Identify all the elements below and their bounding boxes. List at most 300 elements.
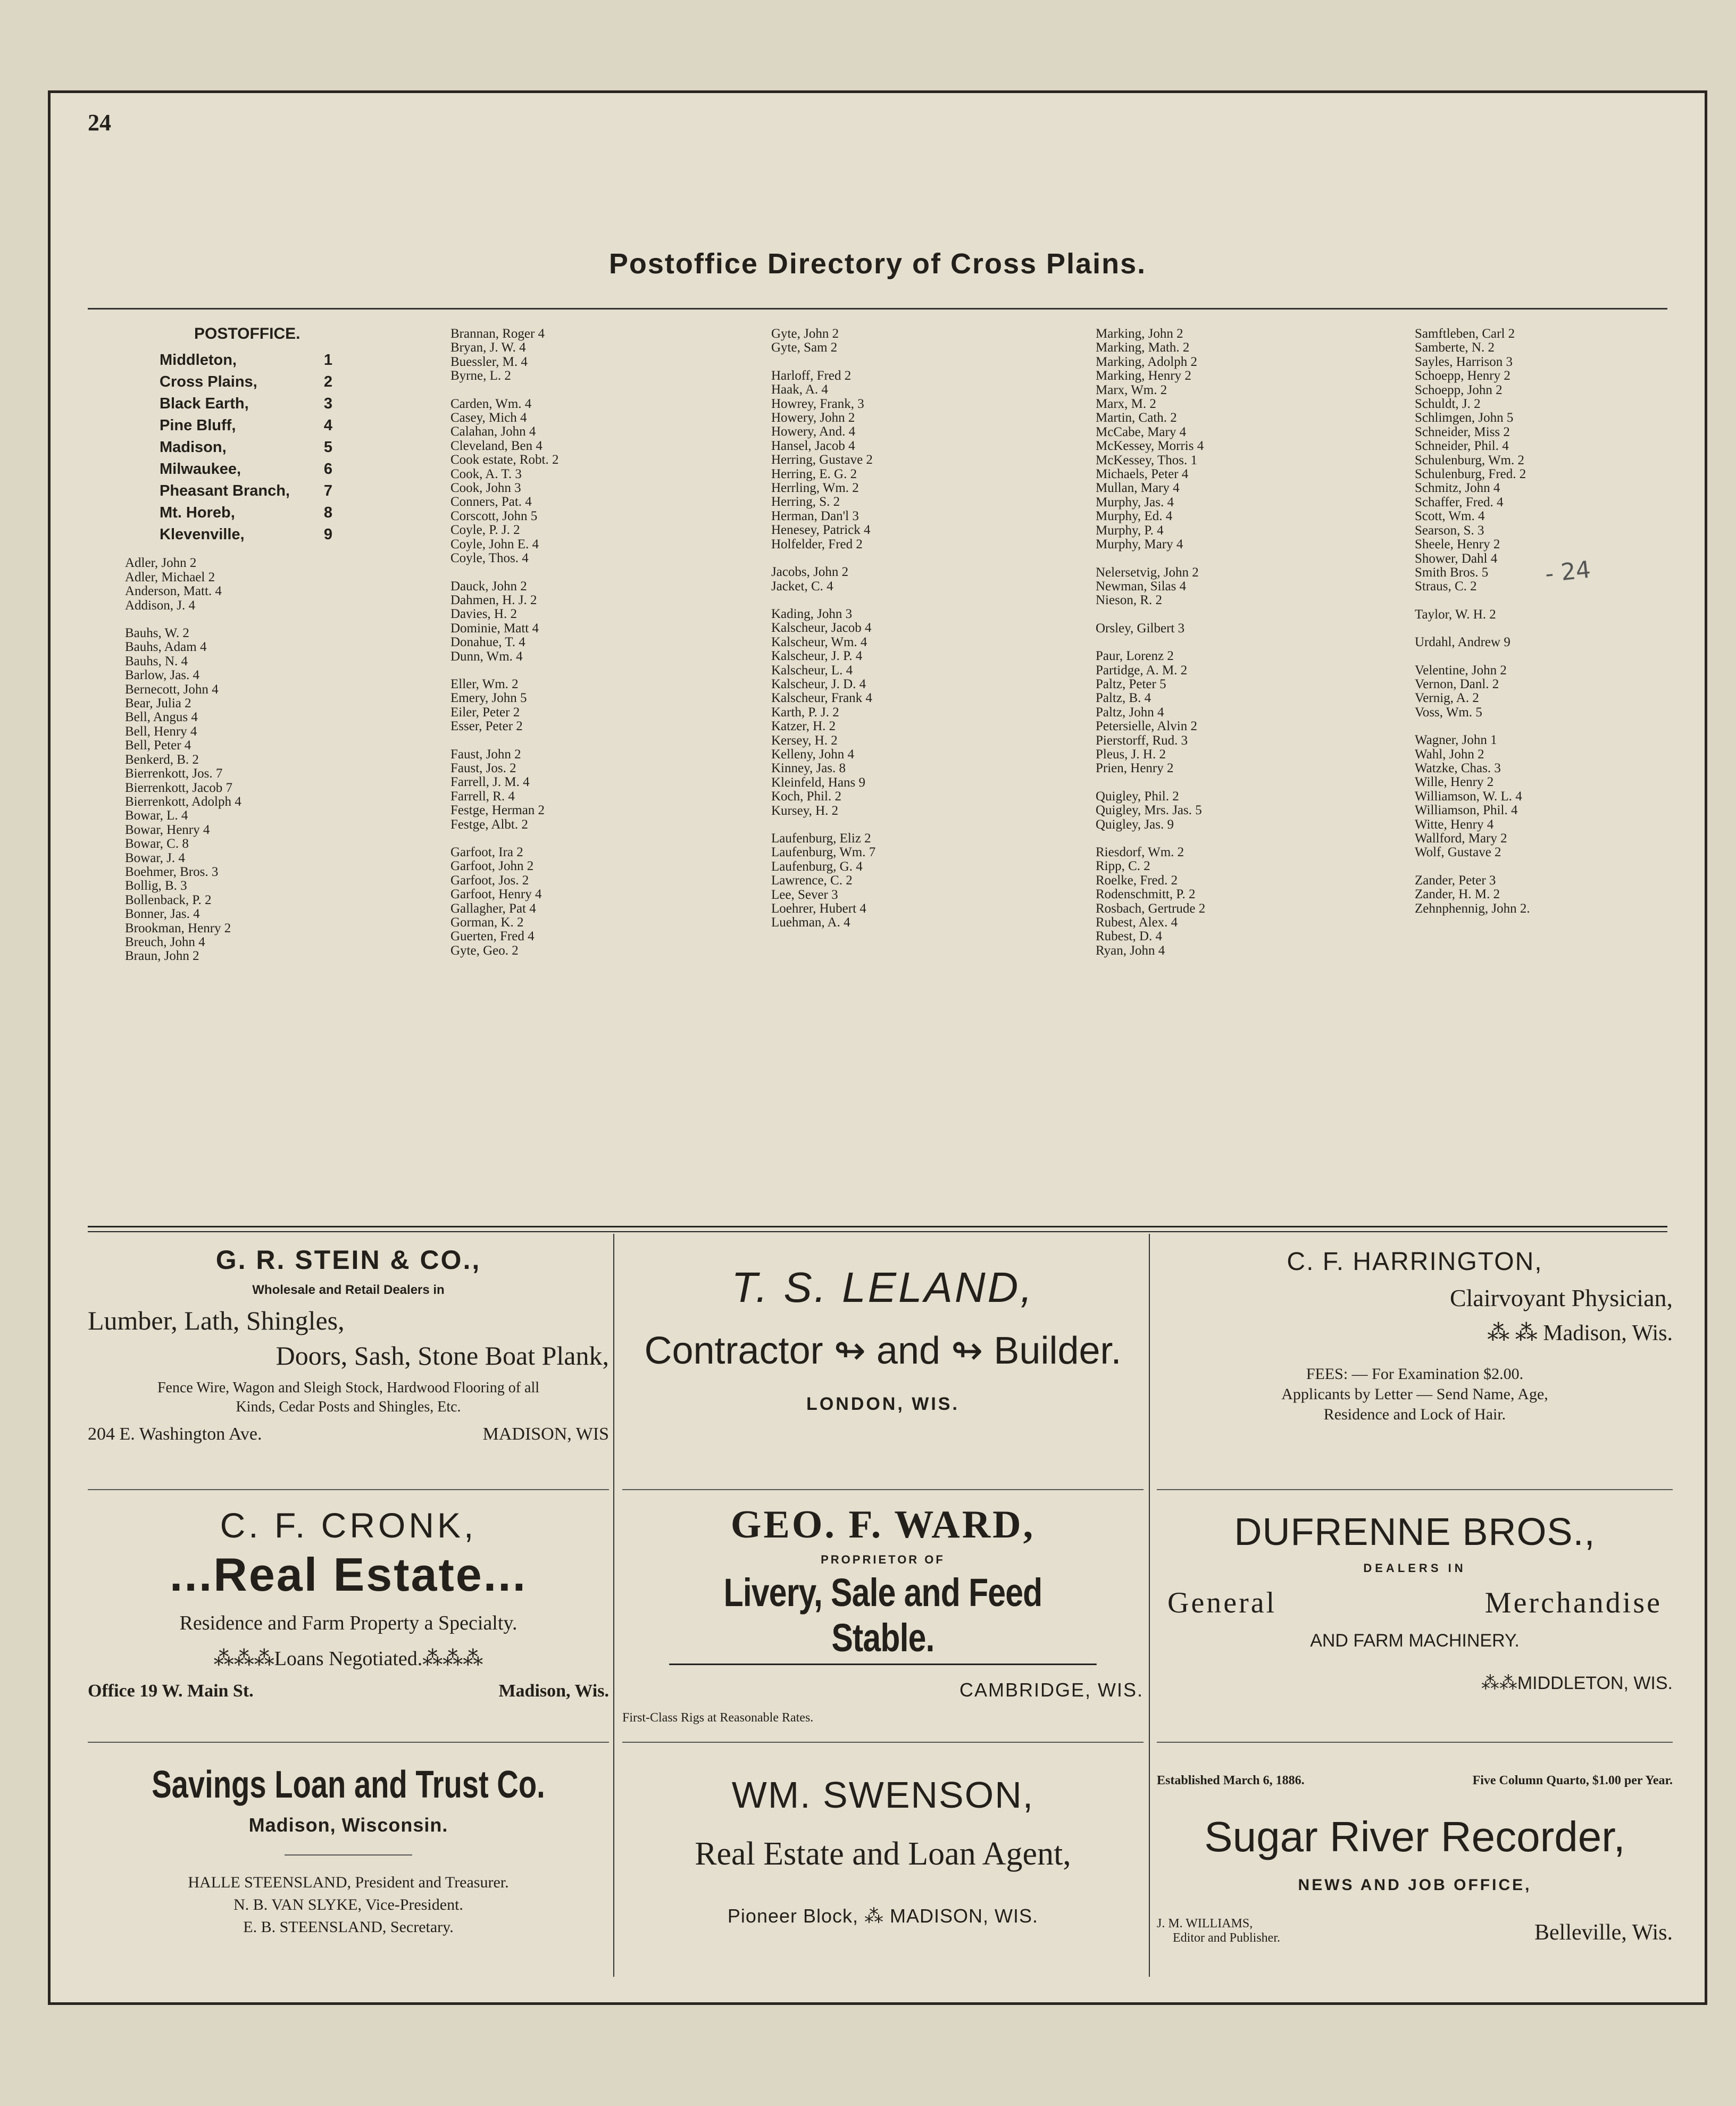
directory-entry: Bierrenkott, Jos. 7 [125, 766, 223, 781]
directory-entry: Bell, Peter 4 [125, 738, 191, 753]
ad-dufrenne-line1a: General [1167, 1586, 1277, 1619]
directory-entry: Braun, John 2 [125, 949, 199, 964]
directory-entry: Vernig, A. 2 [1415, 691, 1479, 706]
postoffice-item [160, 524, 332, 546]
directory-entry: Lawrence, C. 2 [771, 873, 853, 888]
directory-entry: Benkerd, B. 2 [125, 752, 199, 767]
directory-entry: Wolf, Gustave 2 [1415, 845, 1501, 860]
ad-recorder-price: Five Column Quarto, $1.00 per Year. [1472, 1774, 1673, 1787]
directory-entry: Schneider, Miss 2 [1415, 424, 1510, 439]
directory-entry: Vernon, Danl. 2 [1415, 676, 1499, 691]
ad-ward-line2: First-Class Rigs at Reasonable Rates. [622, 1711, 814, 1725]
directory-entry: Sheele, Henry 2 [1415, 537, 1500, 552]
directory-entry: Marking, Adolph 2 [1096, 354, 1197, 369]
postoffice-number: 7 [323, 482, 332, 500]
postoffice-item [160, 415, 332, 437]
directory-column-5 [1415, 327, 1530, 916]
directory-entry: Bollig, B. 3 [125, 879, 187, 893]
directory-entry: Kalscheur, L. 4 [771, 663, 853, 678]
directory-entry: Schlimgen, John 5 [1415, 411, 1514, 425]
ad-harrington [1157, 1247, 1673, 1424]
page-frame [48, 90, 1707, 2005]
directory-entry: Gyte, John 2 [771, 327, 839, 341]
ad-separator [1157, 1742, 1673, 1743]
group-gap [450, 566, 558, 580]
directory-entry: Jacobs, John 2 [771, 565, 849, 580]
group-gap [771, 551, 875, 565]
directory-entry: Bauhs, N. 4 [125, 654, 188, 668]
postoffice-number: 1 [323, 352, 332, 369]
ad-ward-name: GEO. F. WARD, [730, 1503, 1036, 1547]
directory-entry: Velentine, John 2 [1415, 663, 1507, 678]
directory-entry: Rubest, Alex. 4 [1096, 915, 1178, 930]
ad-dufrenne-line2: AND FARM MACHINERY. [1310, 1631, 1520, 1651]
directory-entry: Dahmen, H. J. 2 [450, 592, 537, 607]
ad-separator [88, 1489, 609, 1490]
directory-entry: Kersey, H. 2 [771, 733, 838, 748]
directory-entry: Kinney, Jas. 8 [771, 761, 846, 776]
directory-entry: Bauhs, W. 2 [125, 626, 189, 641]
group-gap [450, 734, 558, 748]
ad-savings-line1: HALLE STEENSLAND, President and Treasurer. [188, 1874, 509, 1891]
directory-entry: Samftleben, Carl 2 [1415, 327, 1515, 341]
postoffice-name: Pine Bluff, [160, 417, 236, 434]
directory-entry: Gyte, Geo. 2 [450, 943, 519, 958]
ad-harrington-city: ⁂ ⁂ Madison, Wis. [1487, 1321, 1673, 1346]
directory-entry: Holfelder, Fred 2 [771, 537, 863, 551]
directory-entry: Quigley, Jas. 9 [1096, 817, 1174, 832]
directory-entry: Marking, John 2 [1096, 327, 1183, 341]
ad-stein-city: MADISON, WIS [482, 1424, 609, 1444]
directory-entry: Donahue, T. 4 [450, 635, 525, 650]
title-divider [88, 308, 1667, 310]
directory-entry: Haak, A. 4 [771, 382, 828, 397]
directory-entry: Brannan, Roger 4 [450, 327, 545, 341]
directory-entry: Bowar, C. 8 [125, 837, 189, 851]
ad-separator [1157, 1489, 1673, 1490]
handwritten-note: - 24 [1543, 556, 1592, 588]
directory-entry: Schmitz, John 4 [1415, 481, 1500, 496]
directory-entry: Festge, Albt. 2 [450, 817, 528, 832]
ad-cronk-city: Madison, Wis. [498, 1681, 609, 1701]
ad-stein-line2: Doors, Sash, Stone Boat Plank, [276, 1341, 609, 1370]
directory-entry: Buessler, M. 4 [450, 354, 528, 369]
postoffice-number: 4 [323, 417, 332, 434]
directory-entry: Katzer, H. 2 [771, 719, 836, 734]
directory-entry: Cook, A. T. 3 [450, 466, 522, 481]
postoffice-item [160, 458, 332, 480]
postoffice-name: Mt. Horeb, [160, 504, 235, 522]
ad-cronk-line2: Residence and Farm Property a Specialty. [179, 1612, 518, 1634]
directory-entry: Boehmer, Bros. 3 [125, 864, 219, 879]
postoffice-name: Middleton, [160, 352, 237, 369]
postoffice-name: Madison, [160, 439, 227, 456]
directory-entry: Schulenburg, Fred. 2 [1415, 467, 1526, 482]
directory-entry: Schuldt, J. 2 [1415, 397, 1481, 412]
directory-entry: Taylor, W. H. 2 [1415, 607, 1496, 622]
group-gap [1096, 776, 1205, 790]
directory-entry: Faust, Jos. 2 [450, 760, 516, 775]
directory-column-1 [125, 327, 332, 964]
ad-harrington-line3: Applicants by Letter — Send Name, Age, [1281, 1385, 1548, 1403]
ad-stein-address: 204 E. Washington Ave. [88, 1424, 262, 1444]
directory-column-4 [1096, 327, 1205, 958]
directory-entry: Herrling, Wm. 2 [771, 481, 859, 496]
directory-entry: Rosbach, Gertrude 2 [1096, 901, 1206, 916]
ad-recorder-name: Sugar River Recorder, [1204, 1813, 1625, 1860]
directory-entry: Ripp, C. 2 [1096, 859, 1150, 874]
directory-entry: Adler, John 2 [125, 556, 197, 571]
directory-entry: Orsley, Gilbert 3 [1096, 621, 1185, 636]
directory-entry: Pleus, J. H. 2 [1096, 747, 1166, 762]
group-gap [450, 383, 558, 397]
ad-stein-line1: Lumber, Lath, Shingles, [88, 1306, 345, 1335]
directory-entry: Petersielle, Alvin 2 [1096, 719, 1197, 734]
ad-cronk-line1: ...Real Estate... [169, 1548, 528, 1601]
postoffice-name: Pheasant Branch, [160, 482, 290, 500]
directory-entry: Paltz, John 4 [1096, 705, 1164, 720]
directory-entry: Paur, Lorenz 2 [1096, 649, 1174, 664]
directory-entry: Sayles, Harrison 3 [1415, 354, 1513, 369]
directory-entry: Bowar, L. 4 [125, 808, 188, 823]
directory-entry: Bowar, Henry 4 [125, 822, 210, 837]
directory-entry: Garfoot, Henry 4 [450, 887, 542, 902]
ad-recorder-city: Belleville, Wis. [1534, 1920, 1673, 1945]
ad-swenson-name: WM. SWENSON, [731, 1774, 1034, 1816]
directory-entry: McKessey, Morris 4 [1096, 439, 1204, 454]
ad-recorder-established: Established March 6, 1886. [1157, 1774, 1305, 1787]
ad-savings-name: Savings Loan and Trust Co. [152, 1764, 545, 1806]
postoffice-number: 5 [323, 439, 332, 456]
postoffice-name: Klevenville, [160, 526, 245, 544]
ad-stein-sub: Wholesale and Retail Dealers in [252, 1283, 445, 1297]
directory-entry: Dunn, Wm. 4 [450, 649, 523, 664]
directory-entry: Bernecott, John 4 [125, 682, 219, 697]
directory-entry: Kursey, H. 2 [771, 803, 839, 818]
directory-entry: Eller, Wm. 2 [450, 676, 519, 691]
ad-ward-city: CAMBRIDGE, WIS. [959, 1679, 1144, 1701]
directory-entry: Garfoot, John 2 [450, 859, 534, 874]
directory-entry: Schoepp, John 2 [1415, 382, 1503, 397]
directory-entry: Howrey, Frank, 3 [771, 396, 864, 411]
directory-entry: Kleinfeld, Hans 9 [771, 775, 866, 790]
directory-entry: Carden, Wm. 4 [450, 396, 532, 411]
directory-entry: Zander, H. M. 2 [1415, 887, 1500, 902]
page-title: Postoffice Directory of Cross Plains. [608, 248, 1147, 280]
group-gap [1096, 552, 1205, 566]
directory-entry: Guerten, Fred 4 [450, 929, 535, 944]
directory-entry: Ryan, John 4 [1096, 943, 1165, 958]
directory-entry: Bowar, J. 4 [125, 850, 185, 865]
directory-entry: Wagner, John 1 [1415, 733, 1497, 748]
directory-entry: Lee, Sever 3 [771, 887, 838, 902]
postoffice-number: 9 [323, 526, 332, 544]
directory-entry: Herring, Gustave 2 [771, 453, 873, 467]
directory-entry: Laufenburg, G. 4 [771, 859, 863, 874]
directory-entry: Paltz, Peter 5 [1096, 676, 1166, 691]
directory-entry: Murphy, P. 4 [1096, 523, 1164, 538]
postoffice-name: Cross Plains, [160, 373, 257, 391]
postoffice-number: 6 [323, 461, 332, 478]
ad-dufrenne-city: ⁂⁂MIDDLETON, WIS. [1481, 1673, 1673, 1693]
directory-entry: Murphy, Ed. 4 [1096, 509, 1173, 524]
directory-entry: Adler, Michael 2 [125, 570, 215, 584]
directory-entry: Schulenburg, Wm. 2 [1415, 453, 1525, 467]
directory-entry: Voss, Wm. 5 [1415, 705, 1482, 720]
directory-entry: Marking, Math. 2 [1096, 340, 1190, 355]
ad-harrington-line4: Residence and Lock of Hair. [1323, 1406, 1506, 1423]
directory-entry: Herman, Dan'l 3 [771, 508, 859, 523]
ad-dufrenne-name: DUFRENNE BROS., [1234, 1511, 1596, 1553]
directory-entry: Watzke, Chas. 3 [1415, 760, 1501, 775]
directory-entry: Laufenburg, Eliz 2 [771, 831, 871, 846]
directory-entry: Zehnphennig, John 2. [1415, 901, 1530, 916]
directory-entry: Kalscheur, J. P. 4 [771, 649, 863, 664]
directory-entry: Breuch, John 4 [125, 934, 205, 949]
ad-swenson-line1: Real Estate and Loan Agent, [695, 1836, 1071, 1872]
group-gap [771, 355, 875, 369]
directory-entry: Wallford, Mary 2 [1415, 831, 1507, 846]
directory-entry: Mullan, Mary 4 [1096, 481, 1180, 496]
directory-column-3 [771, 327, 875, 930]
postoffice-item [160, 349, 332, 371]
ad-cronk-name: C. F. CRONK, [220, 1506, 477, 1545]
directory-entry: Bonner, Jas. 4 [125, 907, 200, 922]
directory-entry: Schaffer, Fred. 4 [1415, 495, 1504, 509]
directory-entry: Marking, Henry 2 [1096, 369, 1191, 383]
ad-separator [622, 1489, 1144, 1490]
directory-entry: Martin, Cath. 2 [1096, 411, 1177, 425]
directory-entry: Koch, Phil. 2 [771, 789, 841, 804]
directory-entry: Marx, Wm. 2 [1096, 382, 1167, 397]
ad-leland-city: LONDON, WIS. [806, 1394, 959, 1414]
directory-entry: Coyle, P. J. 2 [450, 523, 520, 538]
ad-recorder-sub: NEWS AND JOB OFFICE, [1298, 1876, 1532, 1894]
directory-entry: Bauhs, Adam 4 [125, 640, 207, 655]
directory-entry: Gallagher, Pat 4 [450, 901, 536, 916]
ad-savings [88, 1763, 609, 1936]
directory-entry: Garfoot, Ira 2 [450, 845, 523, 859]
directory-entry: Luehman, A. 4 [771, 915, 850, 930]
directory-entry: Wille, Henry 2 [1415, 775, 1494, 790]
postoffice-item [160, 371, 332, 393]
ad-swenson-line2: Pioneer Block, ⁂ MADISON, WIS. [727, 1905, 1039, 1927]
ad-recorder-editor: J. M. WILLIAMS, [1157, 1917, 1253, 1931]
ads-divider [88, 1226, 1667, 1227]
directory-entry: Corscott, John 5 [450, 508, 538, 523]
ad-stein [88, 1244, 609, 1444]
directory-entry: Bierrenkott, Adolph 4 [125, 794, 241, 809]
directory-entry: Barlow, Jas. 4 [125, 668, 200, 683]
ad-savings-line2: N. B. VAN SLYKE, Vice-President. [233, 1896, 463, 1913]
directory-entry: Bear, Julia 2 [125, 696, 191, 711]
ad-savings-divider [285, 1854, 412, 1856]
directory-entry: Faust, John 2 [450, 747, 521, 762]
directory-entry: Michaels, Peter 4 [1096, 467, 1189, 482]
directory-entry: Rodenschmitt, P. 2 [1096, 887, 1196, 902]
ad-separator [622, 1742, 1144, 1743]
ad-cronk-line3: ⁂⁂⁂Loans Negotiated.⁂⁂⁂ [213, 1648, 483, 1670]
group-gap [771, 818, 875, 832]
directory-entry: Quigley, Phil. 2 [1096, 789, 1179, 804]
directory-entry: Emery, John 5 [450, 691, 527, 706]
postoffice-item [160, 393, 332, 415]
ad-leland-line1: Contractor ↬ and ↬ Builder. [644, 1330, 1122, 1372]
ad-harrington-line1: Clairvoyant Physician, [1449, 1284, 1673, 1311]
directory-entry: Farrell, J. M. 4 [450, 775, 530, 790]
postoffice-name: Milwaukee, [160, 461, 241, 478]
postoffice-number: 3 [323, 395, 332, 413]
ad-harrington-name: C. F. HARRINGTON, [1287, 1248, 1543, 1276]
directory-entry: Bierrenkott, Jacob 7 [125, 780, 233, 795]
directory-entry: Garfoot, Jos. 2 [450, 873, 529, 888]
directory-entry: Howery, John 2 [771, 411, 855, 425]
directory-entry: Karth, P. J. 2 [771, 705, 839, 720]
directory-entry: Samberte, N. 2 [1415, 340, 1495, 355]
directory-entry: Conners, Pat. 4 [450, 495, 532, 509]
directory-entry: Dominie, Matt 4 [450, 621, 539, 636]
directory-entry: Casey, Mich 4 [450, 411, 527, 425]
ad-savings-line3: E. B. STEENSLAND, Secretary. [243, 1918, 454, 1936]
directory-entry: Smith Bros. 5 [1415, 565, 1489, 580]
directory-entry: Bryan, J. W. 4 [450, 340, 526, 355]
ad-stein-line4: Kinds, Cedar Posts and Shingles, Etc. [236, 1399, 461, 1415]
directory-entry: Byrne, L. 2 [450, 369, 511, 383]
postoffice-item [160, 437, 332, 458]
postoffice-list [160, 349, 332, 546]
directory-entry: Partidge, A. M. 2 [1096, 663, 1188, 678]
group-gap [450, 664, 558, 678]
directory-column-2 [450, 327, 558, 958]
directory-entry: Coyle, Thos. 4 [450, 551, 529, 566]
directory-entry: Gyte, Sam 2 [771, 340, 838, 355]
group-gap [450, 832, 558, 846]
directory-entry: McCabe, Mary 4 [1096, 424, 1187, 439]
directory-entry: Dauck, John 2 [450, 579, 527, 594]
directory-entry: Nieson, R. 2 [1096, 593, 1162, 608]
directory-entry: Schneider, Phil. 4 [1415, 439, 1509, 454]
directory-entry: Bell, Angus 4 [125, 710, 198, 725]
directory-entry: Festge, Herman 2 [450, 803, 545, 818]
postoffice-number: 8 [323, 504, 332, 522]
directory-entry: Witte, Henry 4 [1415, 817, 1494, 832]
ad-column-rule-1 [613, 1234, 614, 1977]
directory-entry: Davies, H. 2 [450, 607, 517, 622]
directory-entry: Zander, Peter 3 [1415, 873, 1496, 888]
directory-entry: Brookman, Henry 2 [125, 921, 231, 935]
directory-entry: Laufenburg, Wm. 7 [771, 845, 876, 860]
ad-ward-sub: PROPRIETOR OF [821, 1553, 945, 1566]
group-gap [1415, 622, 1530, 636]
directory-entry: Williamson, W. L. 4 [1415, 789, 1522, 804]
directory-entry: Loehrer, Hubert 4 [771, 901, 866, 916]
directory-entry: Straus, C. 2 [1415, 579, 1477, 594]
directory-entry: Addison, J. 4 [125, 598, 195, 613]
directory-entry: Murphy, Jas. 4 [1096, 495, 1174, 509]
directory-entry: McKessey, Thos. 1 [1096, 453, 1197, 467]
directory-entry: Urdahl, Andrew 9 [1415, 635, 1510, 650]
directory-entry: Gorman, K. 2 [450, 915, 524, 930]
directory-entry: Roelke, Fred. 2 [1096, 873, 1178, 888]
directory-entry: Kalscheur, Jacob 4 [771, 621, 872, 636]
directory-entry: Kalscheur, J. D. 4 [771, 676, 866, 691]
directory-entry: Howery, And. 4 [771, 424, 856, 439]
directory-entry: Marx, M. 2 [1096, 397, 1156, 412]
directory-entry: Newman, Silas 4 [1096, 579, 1187, 594]
ad-leland-name: T. S. LELAND, [731, 1264, 1034, 1311]
directory-entry: Kalscheur, Wm. 4 [771, 634, 867, 649]
directory-entry: Farrell, R. 4 [450, 789, 515, 804]
directory-entry: Searson, S. 3 [1415, 523, 1484, 538]
postoffice-item [160, 480, 332, 502]
ads-divider-inner [88, 1231, 1667, 1232]
group-gap [1415, 650, 1530, 664]
directory-entry: Williamson, Phil. 4 [1415, 803, 1518, 818]
group-gap [1096, 832, 1205, 846]
group-gap [1415, 860, 1530, 874]
directory-entry: Anderson, Matt. 4 [125, 584, 222, 599]
group-gap [1415, 594, 1530, 608]
group-gap [771, 594, 875, 607]
directory-entry: Hansel, Jacob 4 [771, 438, 855, 453]
directory-entry: Riesdorf, Wm. 2 [1096, 845, 1184, 859]
directory-entry: Herring, E. G. 2 [771, 466, 857, 481]
ad-dufrenne-sub: DEALERS IN [1363, 1561, 1466, 1575]
directory-entry: Schoepp, Henry 2 [1415, 369, 1510, 383]
postoffice-heading: POSTOFFICE. [194, 325, 301, 342]
directory-entry: Nelersetvig, John 2 [1096, 565, 1199, 580]
ad-cronk-address: Office 19 W. Main St. [88, 1681, 254, 1701]
postoffice-item [160, 502, 332, 524]
ad-harrington-line2: FEES: — For Examination $2.00. [1306, 1365, 1524, 1383]
ad-recorder [1157, 1774, 1673, 1945]
directory-entry: Cook estate, Robt. 2 [450, 453, 559, 467]
ad-stein-name: G. R. STEIN & CO., [215, 1245, 481, 1275]
directory-entry: Bollenback, P. 2 [125, 892, 212, 907]
directory-entry: Harloff, Fred 2 [771, 368, 852, 383]
directory-entry: Kelleny, John 4 [771, 747, 854, 762]
postoffice-name: Black Earth, [160, 395, 249, 413]
postoffice-number: 2 [323, 373, 332, 391]
directory-entry: Calahan, John 4 [450, 424, 536, 439]
ad-cronk [88, 1505, 609, 1701]
directory-entry: Herring, S. 2 [771, 495, 840, 509]
ad-savings-city: Madison, Wisconsin. [248, 1814, 448, 1836]
ad-dufrenne-line1b: Merchandise [1484, 1586, 1662, 1619]
directory-entry: Cook, John 3 [450, 481, 521, 496]
directory-entry: Rubest, D. 4 [1096, 929, 1162, 944]
directory-entry: Coyle, John E. 4 [450, 537, 539, 551]
directory-entry: Scott, Wm. 4 [1415, 509, 1485, 524]
ad-separator [88, 1742, 609, 1743]
ad-ward-line1: Livery, Sale and Feed Stable. [669, 1570, 1097, 1665]
directory-entry: Quigley, Mrs. Jas. 5 [1096, 803, 1202, 818]
ad-dufrenne [1157, 1510, 1673, 1694]
group-gap [1096, 608, 1205, 622]
directory-entry: Murphy, Mary 4 [1096, 537, 1183, 552]
ad-swenson [622, 1774, 1144, 1927]
directory-entry: Bell, Henry 4 [125, 724, 197, 739]
ad-recorder-editor-title: Editor and Publisher. [1173, 1931, 1280, 1945]
directory-entry: Shower, Dahl 4 [1415, 551, 1498, 566]
directory-entry: Esser, Peter 2 [450, 719, 523, 734]
directory-entry: Pierstorff, Rud. 3 [1096, 733, 1188, 748]
directory-entry: Cleveland, Ben 4 [450, 438, 542, 453]
directory-entry: Eiler, Peter 2 [450, 705, 520, 720]
group-gap [1096, 636, 1205, 649]
group-gap [1415, 720, 1530, 733]
directory-entry: Jacket, C. 4 [771, 579, 833, 594]
